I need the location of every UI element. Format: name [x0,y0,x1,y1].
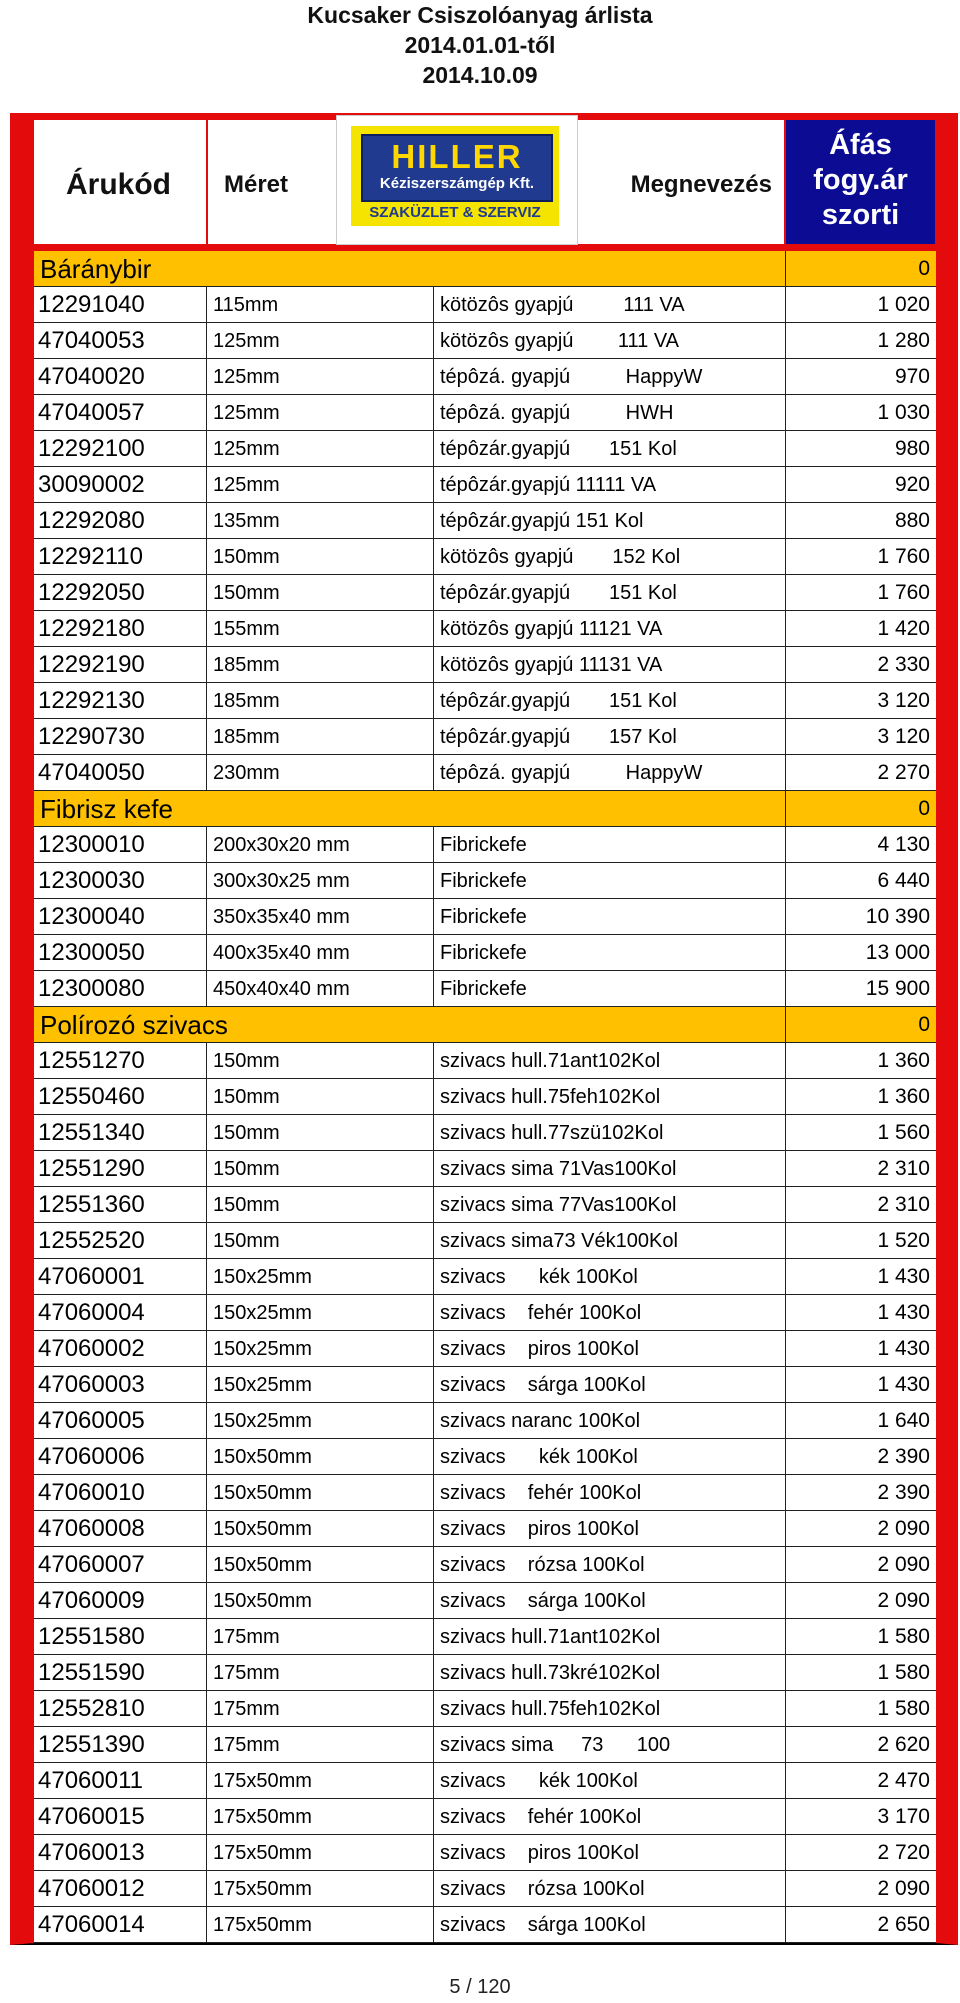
name-cell: kötözôs gyapjú 152 Kol [434,539,786,574]
code-cell: 12292110 [34,539,207,574]
price-cell: 2 090 [877,1517,930,1540]
code-cell: 47040020 [34,359,207,394]
price-cell: 1 520 [877,1229,930,1252]
name-cell: szivacs fehér 100Kol [434,1295,786,1330]
table-row [34,1223,936,1259]
price-cell: 2 310 [877,1193,930,1216]
size-cell: 150mm [207,575,434,610]
code-cell: 12551590 [34,1655,207,1690]
table-row [34,899,936,935]
table-row [34,1403,936,1439]
code-cell: 12300080 [34,971,207,1006]
code-cell: 47060015 [34,1799,207,1834]
hiller-logo [336,115,578,245]
size-cell: 400x35x40 mm [207,935,434,970]
price-cell: 2 310 [877,1157,930,1180]
table-row [34,1331,936,1367]
size-cell: 150mm [207,1187,434,1222]
code-cell: 30090002 [34,467,207,502]
price-cell: 1 020 [877,293,930,316]
size-cell: 185mm [207,647,434,682]
name-cell: szivacs fehér 100Kol [434,1475,786,1510]
code-cell: 12551270 [34,1043,207,1078]
code-cell: 12300030 [34,863,207,898]
size-cell: 175mm [207,1727,434,1762]
code-cell: 12551290 [34,1151,207,1186]
size-cell: 185mm [207,719,434,754]
price-cell: 1 580 [877,1697,930,1720]
size-cell: 150mm [207,1079,434,1114]
name-cell: szivacs kék 100Kol [434,1763,786,1798]
table-row [34,359,936,395]
size-cell: 185mm [207,683,434,718]
table-row [34,1511,936,1547]
name-cell: tépôzá. gyapjú HWH [434,395,786,430]
table-row [34,1763,936,1799]
code-cell: 47060009 [34,1583,207,1618]
price-cell: 2 470 [877,1769,930,1792]
code-cell: 12292080 [34,503,207,538]
name-cell: Fibrickefe [434,935,786,970]
code-cell: 47060013 [34,1835,207,1870]
table-row [34,323,936,359]
name-cell: tépôzár.gyapjú 151 Kol [434,503,786,538]
table-row [34,1907,936,1943]
name-cell: szivacs sima73 Vék100Kol [434,1223,786,1258]
title-line-2: 2014.01.01-től [404,32,556,58]
name-cell: szivacs hull.75feh102Kol [434,1691,786,1726]
table-row [34,287,936,323]
table-row [34,1655,936,1691]
code-cell: 12291040 [34,287,207,322]
table-row [34,1079,936,1115]
code-cell: 47060011 [34,1763,207,1798]
price-cell: 2 090 [877,1877,930,1900]
table-row [34,1367,936,1403]
size-cell: 175x50mm [207,1763,434,1798]
name-cell: szivacs sárga 100Kol [434,1367,786,1402]
table-row [34,1187,936,1223]
price-cell: 13 000 [865,941,930,964]
table-row [34,1583,936,1619]
name-cell [434,251,786,286]
name-cell: Fibrickefe [434,971,786,1006]
size-cell: 200x30x20 mm [207,827,434,862]
name-cell [434,1007,786,1042]
size-cell: 150x25mm [207,1331,434,1366]
price-cell: 980 [894,437,930,460]
price-cell: 970 [894,365,930,388]
header-price-line-1: Áfás [829,129,892,161]
page-number: 5 / 120 [449,1976,511,1998]
price-cell: 1 420 [877,617,930,640]
title-line-3: 2014.10.09 [422,62,538,88]
logo-tagline: SZAKÜZLET & SZERVIZ [369,204,541,221]
code-cell: Fibrisz kefe [40,794,173,824]
category-row [34,791,936,827]
price-cell: 2 270 [877,761,930,784]
price-cell: 1 360 [877,1049,930,1072]
size-cell: 150mm [207,1151,434,1186]
table-row [34,719,936,755]
price-cell: 0 [918,257,930,280]
size-cell: 150x50mm [207,1439,434,1474]
table-row [34,1799,936,1835]
logo-background [351,126,559,226]
name-cell: szivacs piros 100Kol [434,1331,786,1366]
code-cell: 47060008 [34,1511,207,1546]
name-cell: szivacs sima 73 100 [434,1727,786,1762]
table-row [34,683,936,719]
price-cell: 920 [894,473,930,496]
size-cell: 450x40x40 mm [207,971,434,1006]
name-cell: szivacs hull.71ant102Kol [434,1043,786,1078]
price-cell: 2 390 [877,1481,930,1504]
table-row [34,647,936,683]
code-cell: 12292130 [34,683,207,718]
table-row [34,467,936,503]
table-row [34,1115,936,1151]
name-cell [434,791,786,826]
table-row [34,611,936,647]
price-cell: 2 330 [877,653,930,676]
header-price-line-3: szorti [821,199,900,231]
logo-sub-text: Kéziszerszámgép Kft. [379,175,535,192]
code-cell: 47060012 [34,1871,207,1906]
table-row [34,971,936,1007]
code-cell: 47060004 [34,1295,207,1330]
table-row [34,1259,936,1295]
code-cell: Báránybir [40,254,152,284]
name-cell: szivacs fehér 100Kol [434,1799,786,1834]
size-cell: 175x50mm [207,1907,434,1942]
document-title [0,0,960,90]
code-cell: 12290730 [34,719,207,754]
size-cell: 150x50mm [207,1547,434,1582]
size-cell: 175x50mm [207,1799,434,1834]
name-cell: tépôzár.gyapjú 151 Kol [434,431,786,466]
code-cell: 12292180 [34,611,207,646]
code-cell: 12551360 [34,1187,207,1222]
price-cell: 10 390 [865,905,930,928]
size-cell: 150x25mm [207,1367,434,1402]
name-cell: Fibrickefe [434,827,786,862]
code-cell: 12300010 [34,827,207,862]
code-cell: 12292050 [34,575,207,610]
header-price-cell [786,120,935,244]
size-cell: 175x50mm [207,1835,434,1870]
price-cell: 4 130 [877,833,930,856]
table-row [34,503,936,539]
table-row [34,935,936,971]
code-cell: 47060010 [34,1475,207,1510]
price-cell: 1 430 [877,1373,930,1396]
table-header [10,113,958,251]
price-cell: 1 360 [877,1085,930,1108]
table-body [10,251,958,1945]
name-cell: szivacs sima 77Vas100Kol [434,1187,786,1222]
name-cell: Fibrickefe [434,863,786,898]
price-cell: 1 760 [877,581,930,604]
category-row [34,251,936,287]
size-cell: 125mm [207,359,434,394]
code-cell: 12551390 [34,1727,207,1762]
price-cell: 3 120 [877,725,930,748]
code-cell: 12550460 [34,1079,207,1114]
name-cell: tépôzár.gyapjú 151 Kol [434,575,786,610]
price-cell: 1 560 [877,1121,930,1144]
code-cell: 12552810 [34,1691,207,1726]
name-cell: kötözôs gyapjú 111 VA [434,323,786,358]
name-cell: tépôzár.gyapjú 151 Kol [434,683,786,718]
size-cell: 125mm [207,431,434,466]
price-cell: 2 090 [877,1553,930,1576]
name-cell: tépôzá. gyapjú HappyW [434,359,786,394]
price-cell: 2 090 [877,1589,930,1612]
size-cell: 230mm [207,755,434,790]
logo-main-text: HILLER [391,138,523,175]
size-cell: 125mm [207,467,434,502]
table-row [34,1043,936,1079]
code-cell: 12552520 [34,1223,207,1258]
name-cell: szivacs sárga 100Kol [434,1583,786,1618]
name-cell: szivacs rózsa 100Kol [434,1547,786,1582]
price-cell: 2 620 [877,1733,930,1756]
table-row [34,1619,936,1655]
table-row [34,431,936,467]
code-cell: Polírozó szivacs [40,1010,228,1040]
price-cell: 1 760 [877,545,930,568]
name-cell: szivacs hull.77szü102Kol [434,1115,786,1150]
name-cell: szivacs naranc 100Kol [434,1403,786,1438]
price-cell: 1 640 [877,1409,930,1432]
size-cell: 150x50mm [207,1583,434,1618]
table-row [34,1151,936,1187]
name-cell: szivacs piros 100Kol [434,1511,786,1546]
name-cell: szivacs sárga 100Kol [434,1907,786,1942]
price-cell: 15 900 [865,977,930,1000]
size-cell: 175mm [207,1691,434,1726]
size-cell: 155mm [207,611,434,646]
code-cell: 47040053 [34,323,207,358]
code-cell: 47060005 [34,1403,207,1438]
table-row [34,1691,936,1727]
name-cell: tépôzá. gyapjú HappyW [434,755,786,790]
header-size: Méret [224,171,289,198]
code-cell: 47060001 [34,1259,207,1294]
category-row [34,1007,936,1043]
code-cell: 47060002 [34,1331,207,1366]
name-cell: szivacs hull.71ant102Kol [434,1619,786,1654]
price-cell: 880 [894,509,930,532]
table-row [34,1727,936,1763]
table-row [34,395,936,431]
size-cell: 175mm [207,1619,434,1654]
price-cell: 2 650 [877,1913,930,1936]
code-cell: 47060014 [34,1907,207,1942]
price-cell: 1 430 [877,1265,930,1288]
size-cell: 150x25mm [207,1259,434,1294]
price-cell: 1 430 [877,1301,930,1324]
header-price-line-2: fogy.ár [813,164,908,196]
table-row [34,863,936,899]
name-cell: szivacs piros 100Kol [434,1835,786,1870]
price-cell: 3 170 [877,1805,930,1828]
price-cell: 1 030 [877,401,930,424]
name-cell: szivacs kék 100Kol [434,1439,786,1474]
code-cell: 47060007 [34,1547,207,1582]
size-cell: 150mm [207,539,434,574]
size-cell: 175mm [207,1655,434,1690]
code-cell: 12300050 [34,935,207,970]
name-cell: szivacs hull.73kré102Kol [434,1655,786,1690]
table-row [34,1547,936,1583]
size-cell: 125mm [207,395,434,430]
size-cell: 150mm [207,1043,434,1078]
size-cell: 300x30x25 mm [207,863,434,898]
code-cell: 47040057 [34,395,207,430]
name-cell: szivacs sima 71Vas100Kol [434,1151,786,1186]
code-cell: 12292190 [34,647,207,682]
table-row [34,827,936,863]
code-cell: 47040050 [34,755,207,790]
size-cell: 175x50mm [207,1871,434,1906]
size-cell: 115mm [207,287,434,322]
table-row [34,1475,936,1511]
name-cell: szivacs rózsa 100Kol [434,1871,786,1906]
size-cell: 150x50mm [207,1475,434,1510]
name-cell: kötözôs gyapjú 11131 VA [434,647,786,682]
size-cell: 150x50mm [207,1511,434,1546]
price-table [10,113,958,1945]
name-cell: tépôzár.gyapjú 157 Kol [434,719,786,754]
name-cell: szivacs kék 100Kol [434,1259,786,1294]
size-cell: 125mm [207,323,434,358]
table-row [34,1871,936,1907]
header-code-cell [34,120,206,244]
code-cell: 12300040 [34,899,207,934]
price-cell: 0 [918,1013,930,1036]
size-cell: 150mm [207,1223,434,1258]
header-code: Árukód [66,168,171,201]
table-row [34,1295,936,1331]
code-cell: 12551340 [34,1115,207,1150]
code-cell: 12551580 [34,1619,207,1654]
table-row [34,575,936,611]
table-row [34,755,936,791]
table-row [34,539,936,575]
table-row [34,1439,936,1475]
price-cell: 1 430 [877,1337,930,1360]
name-cell: Fibrickefe [434,899,786,934]
name-cell: kötözôs gyapjú 111 VA [434,287,786,322]
logo-plate [361,134,553,202]
code-cell: 47060006 [34,1439,207,1474]
size-cell: 135mm [207,503,434,538]
price-cell: 2 390 [877,1445,930,1468]
size-cell: 150x25mm [207,1295,434,1330]
name-cell: kötözôs gyapjú 11121 VA [434,611,786,646]
name-cell: tépôzár.gyapjú 11111 VA [434,467,786,502]
name-cell: szivacs hull.75feh102Kol [434,1079,786,1114]
price-cell: 2 720 [877,1841,930,1864]
table-row [34,1835,936,1871]
price-cell: 3 120 [877,689,930,712]
code-cell: 12292100 [34,431,207,466]
size-cell: 150mm [207,1115,434,1150]
header-name: Megnevezés [630,171,772,198]
size-cell: 350x35x40 mm [207,899,434,934]
code-cell: 47060003 [34,1367,207,1402]
title-line-1: Kucsaker Csiszolóanyag árlista [307,2,653,28]
size-cell: 150x25mm [207,1403,434,1438]
price-cell: 1 580 [877,1625,930,1648]
price-cell: 1 280 [877,329,930,352]
price-cell: 0 [918,797,930,820]
price-cell: 6 440 [877,869,930,892]
price-cell: 1 580 [877,1661,930,1684]
